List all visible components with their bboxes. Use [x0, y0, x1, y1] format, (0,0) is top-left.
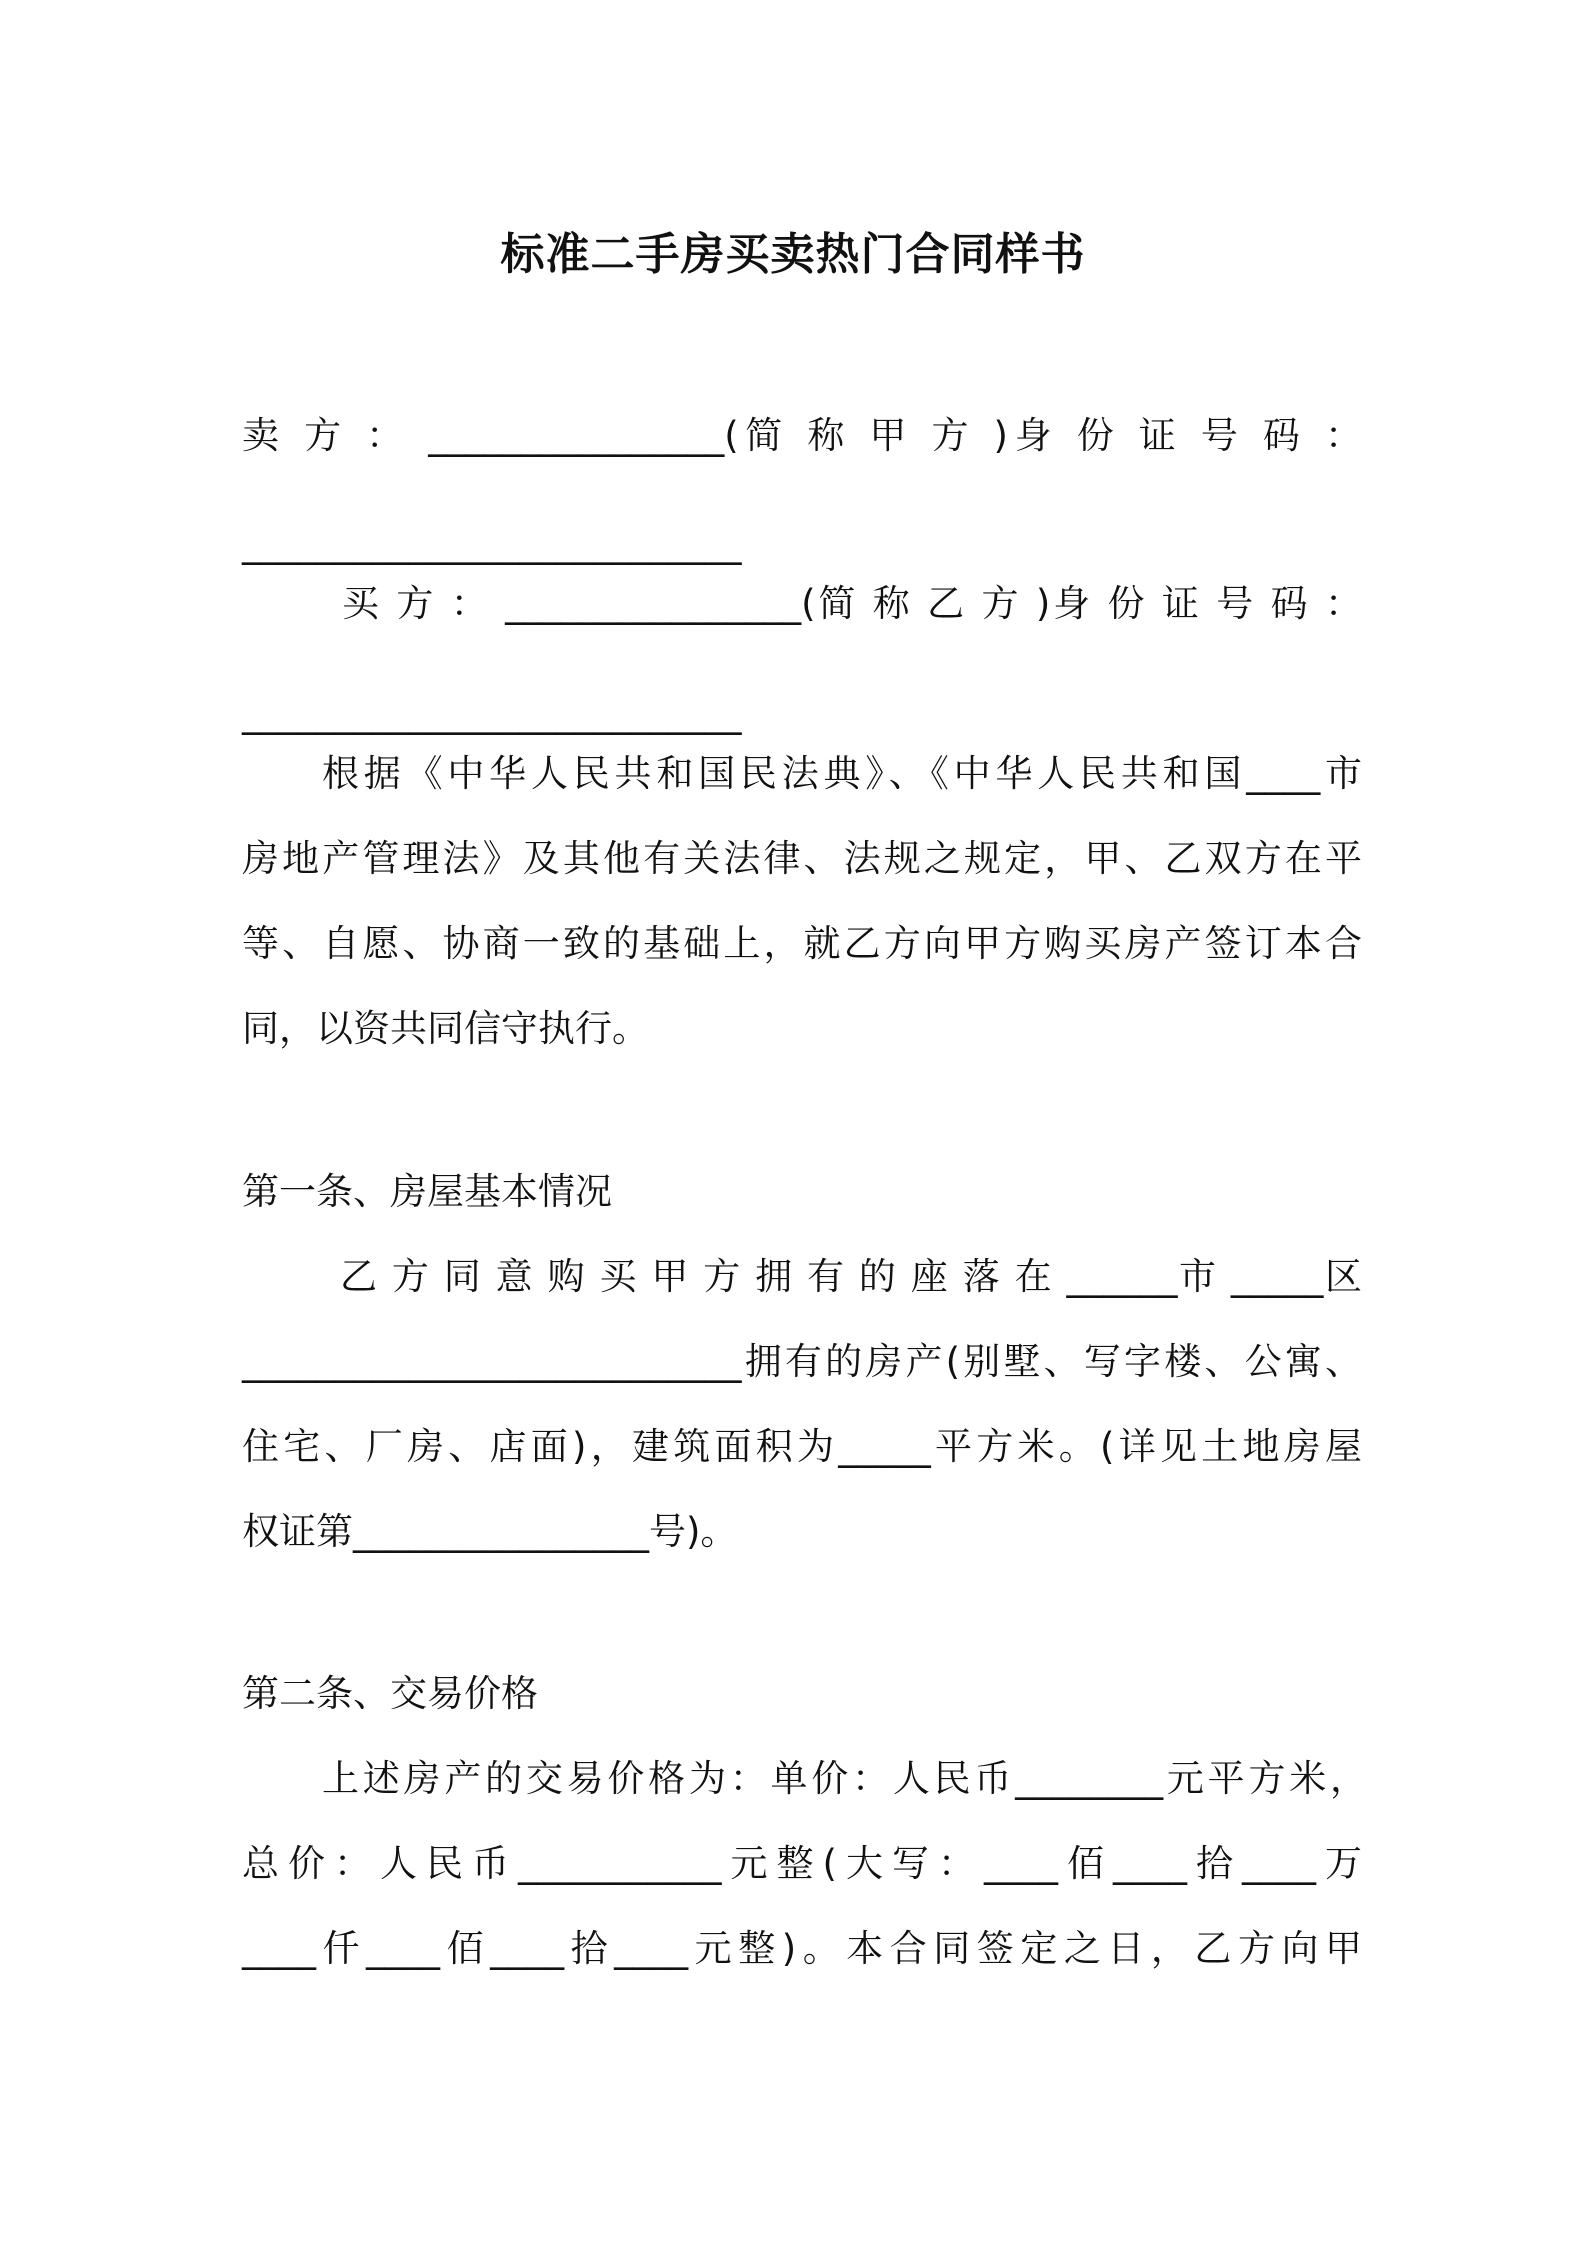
seller-id-blank: ___________________________	[242, 522, 742, 565]
article1-line-2: ___________________________拥有的房产(别墅、写字楼、公寓、	[242, 1340, 1362, 1383]
preamble-line-2: 房地产管理法》及其他有关法律、法规之规定，甲、乙双方在平	[242, 837, 1362, 880]
article1-line-1: 乙 方 同 意 购 买 甲 方 拥 有 的 座 落 在 ______市 _____区	[340, 1255, 1362, 1298]
buyer-line: 买 方 ： ________________(简 称 乙 方 )身 份 证 号 码 ：	[342, 582, 1362, 625]
article2-line-3: ____仟____佰____拾____元整)。本合同签定之日，乙方向甲	[242, 1927, 1362, 1970]
buyer-id-blank: ___________________________	[242, 692, 742, 735]
preamble-line-4: 同，以资共同信守执行。	[242, 1007, 649, 1050]
article1-line-4: 权证第________________号)。	[242, 1510, 738, 1553]
article2-line-2: 总价：人民币___________元整(大写：____佰____拾____万	[242, 1842, 1362, 1885]
article1-heading: 第一条、房屋基本情况	[242, 1170, 612, 1213]
preamble-line-3: 等、自愿、协商一致的基础上，就乙方向甲方购买房产签订本合	[242, 922, 1362, 965]
preamble-line-1: 根据《中华人民共和国民法典》、《中华人民共和国____市	[322, 752, 1362, 795]
article2-heading: 第二条、交易价格	[242, 1672, 538, 1715]
document-title: 标准二手房买卖热门合同样书	[500, 229, 1086, 280]
article1-line-3: 住宅、厂房、店面)，建筑面积为_____平方米。(详见土地房屋	[242, 1425, 1362, 1468]
article2-line-1: 上述房产的交易价格为：单价：人民币________元平方米，	[322, 1757, 1367, 1800]
seller-line: 卖 方 ： ________________(简 称 甲 方 )身 份 证 号 码 ：	[242, 414, 1362, 457]
